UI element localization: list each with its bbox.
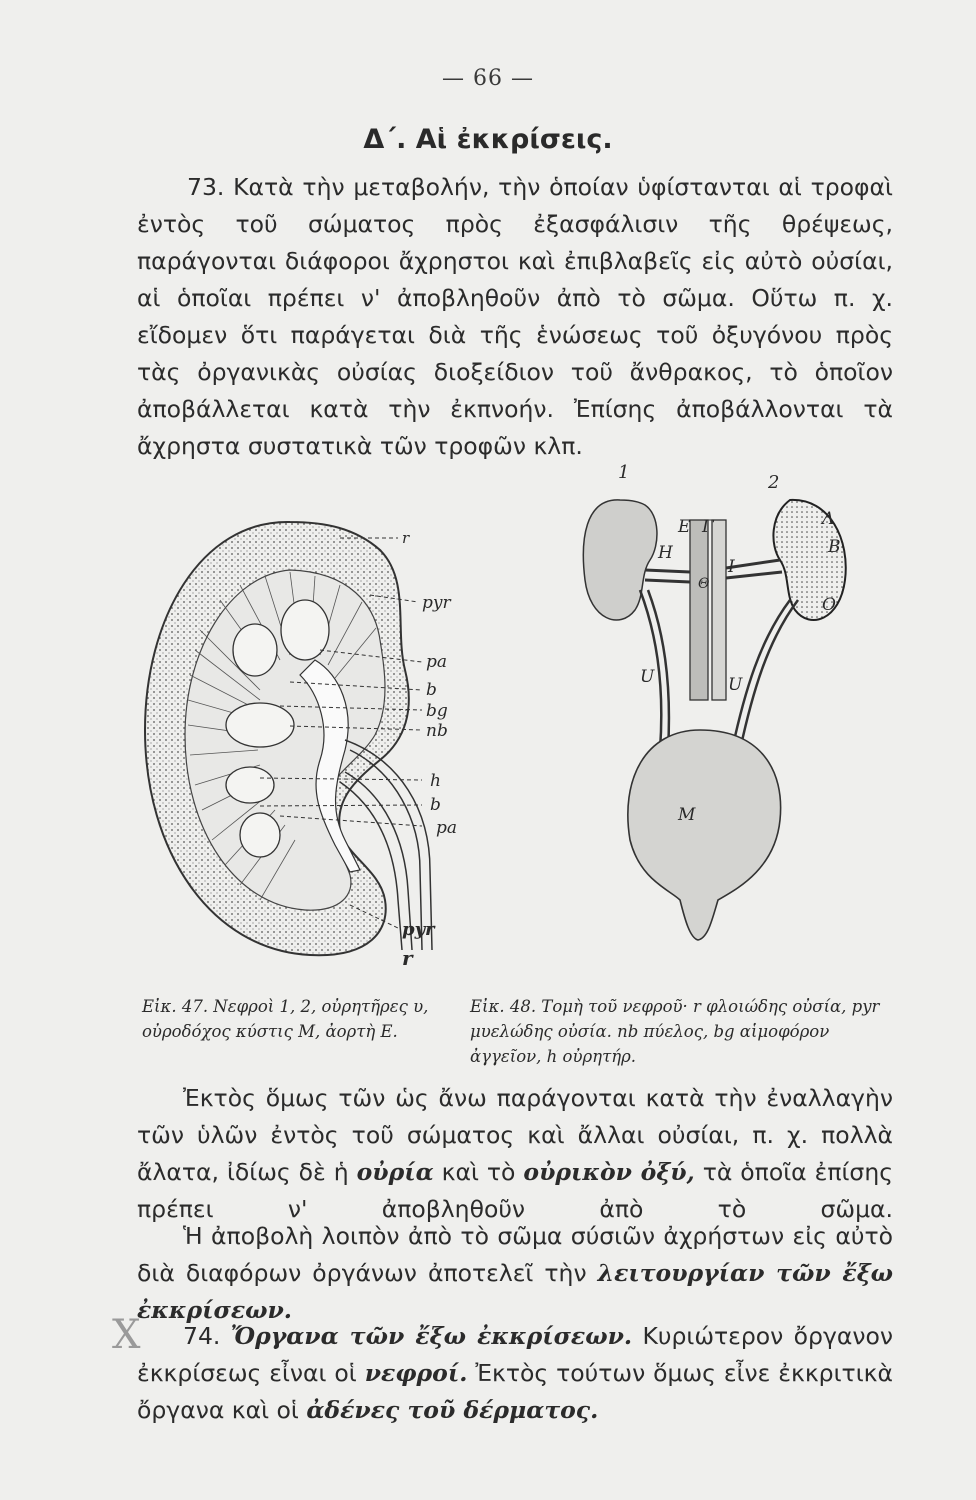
label-pyr-top: pyr [422,593,451,613]
label-nb: nb [426,721,448,741]
text: τὰ ὁποῖα ἐπίσης πρέπει ν' ἀποβληθοῦν ἀπὸ τὸ σῶμα. [137,1158,893,1223]
vena-cava [712,520,726,700]
page-number: — 66 — [442,66,534,91]
label-b-1: b [426,680,437,700]
label-E: Ε [678,517,691,537]
label-L: Λ [822,509,835,529]
kidney-section-drawing [140,510,480,980]
figure-47-caption: Εἰκ. 47. Νεφροὶ 1, 2, οὐρητῆρες υ, οὐροδόχος κύστις Μ, ἀορτὴ Ε. [142,997,429,1041]
kidney-left [583,500,657,620]
urinary-system-drawing [560,460,890,950]
paragraph-substances [137,1080,893,1228]
section-heading: Δ΄. Αἱ ἐκκρίσεις. [363,124,613,155]
label-G: Γ [702,517,714,537]
label-M: M [678,805,696,825]
label-O: Ο [822,595,836,615]
term-excretion-organs: Ὄργανα τῶν ἔξω ἐκκρίσεων. [230,1322,633,1350]
text: Κυριώτερον ὄργανον ἐκκρίσεως εἶναι οἱ [137,1322,893,1387]
label-r-bottom: r [402,946,413,970]
term-kidneys: νεφροί. [364,1359,468,1387]
figure-urinary-system [560,460,890,950]
paragraph-number: 74. [183,1322,231,1350]
term-skin-glands: ἀδένες τοῦ δέρματος. [306,1396,599,1424]
label-pyr-bottom: pyr [402,919,435,940]
label-pa-2: pa [436,818,458,838]
text: καὶ τὸ [433,1158,524,1186]
label-B: Β [828,537,841,557]
label-2: 2 [768,472,780,493]
label-b-2: b [430,795,441,815]
term-urea: οὐρία [356,1158,434,1186]
figure-kidney-section [140,510,480,980]
margin-mark: X [112,1312,141,1358]
label-bg: bg [426,701,448,721]
label-I: Ι [728,557,735,577]
label-pa-1: pa [426,652,448,672]
label-Theta: Θ [698,576,710,592]
label-h: h [430,771,441,791]
bladder [628,730,781,940]
label-1: 1 [618,462,630,483]
paragraph-74 [137,1318,893,1429]
aorta [690,520,708,700]
label-U-right: U [728,675,743,695]
label-r-top: r [402,529,410,547]
paragraph-excretion-function [137,1218,893,1329]
text: Ἡ ἀποβολὴ λοιπὸν ἀπὸ τὸ σῶμα σύσιῶν ἀχρήστων εἰς αὐτὸ διὰ διαφόρων ὀργάνων ἀποτελεῖ τὴν [137,1222,893,1287]
figure-48-caption: Εἰκ. 48. Τομὴ τοῦ νεφροῦ· r φλοιώδης οὐσία, pyr μυελώδης οὐσία. nb πύελος, bg αἱμοφόρον ἀγγεῖον, h οὐρητήρ. [470,997,880,1066]
term-uric-acid: οὐρικὸν ὀξύ, [523,1158,695,1186]
text: Ἐκτὸς τούτων ὅμως εἶνε ἐκκριτικὰ ὄργανα καὶ οἱ [137,1359,893,1424]
label-U-left: U [640,667,655,687]
label-H: Η [658,543,673,563]
term-excretion-function: λειτουργίαν τῶν ἔξω ἐκκρίσεων. [137,1259,893,1324]
text: Ἐκτὸς ὅμως τῶν ὡς ἄνω παράγονται κατὰ τὴν ἐναλλαγὴν τῶν ὑλῶν ἐντὸς τοῦ σώματος καὶ ἄλλαι οὐσίαι, π. χ. πολλὰ ἄλατα, ἰδίως δὲ ἡ [137,1084,893,1186]
paragraph-73: 73. Κατὰ τὴν μεταβολήν, τὴν ὁποίαν ὑφίστανται αἱ τροφαὶ ἐντὸς τοῦ σώματος πρὸς ἐξασφάλισιν τῆς θρέψεως, παράγονται διάφοροι ἄχρηστοι καὶ ἐπιβλαβεῖς εἰς αὐτὸ οὐσίαι, αἱ ὁποῖαι πρέπει ν' ἀποβληθοῦν ἀπὸ τὸ σῶμα. Οὕτω π. χ. εἴδομεν ὅτι παράγεται διὰ τῆς ἑνώσεως τοῦ ὀξυγόνου πρὸς τὰς ὀργανικὰς οὐσίας διοξείδιον τοῦ ἄνθρακος, τὸ ὁποῖον ἀποβάλλεται κατὰ τὴν ἐκπνοήν. Ἐπίσης ἀποβάλλονται τὰ ἄχρηστα συστατικὰ τῶν τροφῶν κλπ. [137,173,893,460]
